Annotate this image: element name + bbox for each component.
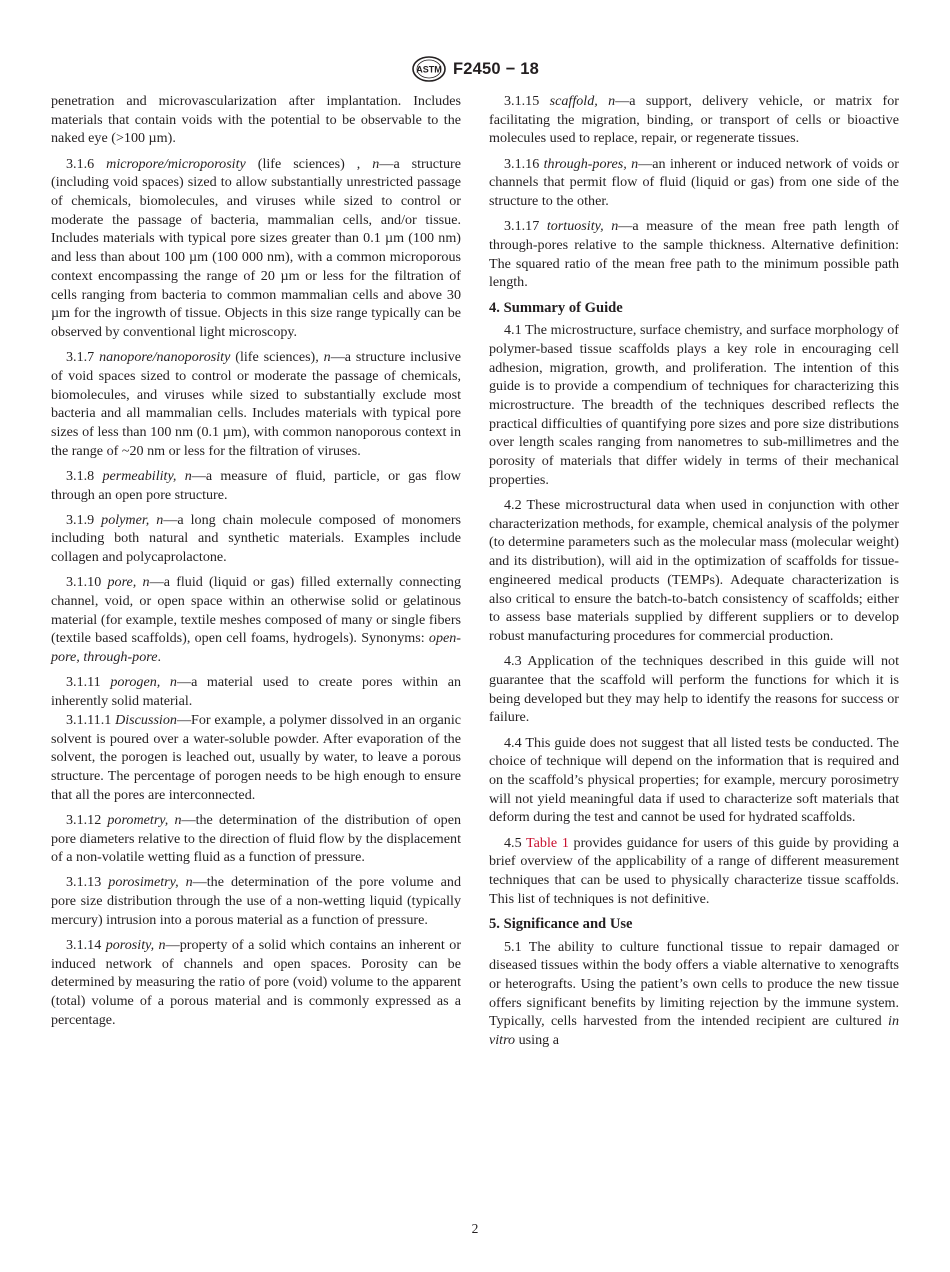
paragraph-4-4: 4.4 This guide does not suggest that all listed tests be conducted. The choice of technique will depend on the information that is required and on the scaffold’s physical properties; for example, mercury porosimetry will not yield meaningful data if used to characterize soft materials that deform during the test and cannot be used for hydrated scaffolds. — [489, 734, 899, 826]
astm-logo-text: ASTM — [416, 64, 442, 75]
definition-scaffold: 3.1.15 scaffold, n—a support, delivery vehicle, or matrix for facilitating the migration, binding, or transport of cells or bioactive molecules used to replace, repair, or regenerate tissues. — [489, 93, 899, 147]
standard-designation: F2450 − 18 — [453, 59, 539, 78]
discussion-porogen: 3.1.11.1 Discussion—For example, a polymer dissolved in an organic solvent is poured over a water-soluble powder. After evaporation of the solvent, the porogen is leached out, usually by water, to leave a porous structure. The percentage of porogen needs to be high enough to ensure that all the pores are interconnected. — [51, 711, 461, 803]
definition-nanopore: 3.1.7 nanopore/nanoporosity (life sciences), n—a structure inclusive of void spaces sized to control or moderate the passage of chemicals, biomolecules, and viruses while sized to substantially exclude most bacteria and all mammalian cells. Includes materials with typical pore sizes of less than 100 nm (0.1 µm), with common nanoporous context in the range of ~20 nm or less for the filtration of viruses. — [51, 349, 461, 459]
page-number: 2 — [471, 1221, 479, 1236]
table-1-link[interactable]: Table 1 — [526, 834, 569, 851]
definition-porosimetry: 3.1.13 porosimetry, n—the determination of the pore volume and pore size distribution through the use of a non-wetting liquid (typically mercury) intrusion into a porous material as a function of pressure. — [51, 874, 461, 928]
definition-porometry: 3.1.12 porometry, n—the determination of the distribution of open pore diameters relative to the direction of fluid flow by the displacement of a non-volatile wetting fluid as a function of pressure. — [51, 811, 461, 866]
page-header — [0, 56, 950, 82]
astm-logo-icon — [411, 56, 447, 82]
paragraph-4-3: 4.3 Application of the techniques described in this guide will not guarantee that the scaffold will perform the functions for which it is being developed but they may help to identify the reasons for success or failure. — [489, 653, 899, 726]
definition-polymer: 3.1.9 polymer, n—a long chain molecule composed of monomers including both natural and synthetic materials. Examples include collagen and polycaprolactone. — [51, 511, 462, 566]
definition-through-pores: 3.1.16 through-pores, n—an inherent or induced network of voids or channels that permit flow of fluid (liquid or gas) from one side of the structure to the other. — [489, 155, 899, 210]
definition-micropore: 3.1.6 micropore/microporosity (life sciences) , n—a structure (including void spaces) sized to allow substantially unrestricted passage of chemicals, biomolecules, and viruses while sized to control or moderate the passage of bacteria, mammalian cells, and/or tissue. Includes materials with typical pore sizes greater than 0.1 µm (100 nm) and less than about 100 µm (100 000 nm), with a common microporous context encompassing the range of 20 µm or less for the filtration of cells ranging from bacteria to common mammalian cells and above 30 µm for the ingrowth of tissue. Objects in this size range typically can be observed by conventional light microscopy. — [51, 155, 461, 340]
paragraph-4-1: 4.1 The microstructure, surface chemistry, and surface morphology of polymer-based tissue scaffolds plays a key role in encouraging cell adhesion, migration, growth, and proliferation. The intention of this guide is to provide a compendium of techniques for characterizing this microstructure. The breadth of the techniques described reflects the practical difficulties of quantifying pore sizes and pore size distributions over length scales ranging from nanometres to sub-millimetres and the porosity of materials that differ widely in terms of their mechanical properties. — [489, 322, 899, 488]
definition-porosity: 3.1.14 porosity, n—property of a solid which contains an inherent or induced network of channels and open spaces. Porosity can be determined by measuring the ratio of pore (void) volume to the apparent (total) volume of a porous material and is commonly expressed as a percentage. — [51, 937, 462, 1028]
definition-permeability: 3.1.8 permeability, n—a measure of fluid, particle, or gas flow through an open pore structure. — [51, 467, 461, 503]
definition-pore: 3.1.10 pore, n—a fluid (liquid or gas) filled externally connecting channel, void, or open space within an otherwise solid or gelatinous material (for example, textile meshes composed of many or single fibers (textile based scaffolds), open cell foams, hydrogels). Synonyms: open-pore, through-pore. — [51, 574, 461, 666]
paragraph-4-5: 4.5 Table 1 provides guidance for users of this guide by providing a brief overview of the applicability of a range of different measurement techniques that can be used to physically characterize tissue scaffolds. This list of techniques is not definitive. — [489, 834, 899, 907]
paragraph-continuation: penetration and microvascularization after implantation. Includes materials that contain voids with the potential to be observable to the naked eye (>100 µm). — [51, 93, 461, 147]
definition-tortuosity: 3.1.17 tortuosity, n—a measure of the mean free path length of through-pores relative to the sample thickness. Alternative definition: The squared ratio of the mean free path to the minimum possible path length. — [489, 218, 899, 291]
section-heading-summary: 4. Summary of Guide — [489, 299, 623, 316]
left-column — [51, 92, 461, 1036]
right-column — [489, 92, 899, 1056]
section-heading-significance: 5. Significance and Use — [489, 915, 633, 932]
paragraph-4-2: 4.2 These microstructural data when used in conjunction with other characterization methods, for example, chemical analysis of the polymer (to determine parameters such as the molecular mass (molecular weight) and its distribution), will aid in the optimization of scaffolds for tissue-engineered medical products (TEMPs). Adequate characterization is also critical to ensure the batch-to-batch consistency of scaffolds; either to assess base materials supplied by different suppliers or to develop robust manufacturing procedures for commercial production. — [489, 497, 899, 644]
paragraph-5-1: 5.1 The ability to culture functional tissue to repair damaged or diseased tissues within the body offers a viable alternative to xenografts or heterografts. Using the patient’s own cells to produce the new tissue offers significant benefits by limiting rejection by the immune system. Typically, cells harvested from the intended recipient are cultured in vitro using a — [489, 938, 899, 1049]
definition-porogen: 3.1.11 porogen, n—a material used to create pores within an inherently solid material. — [51, 674, 461, 710]
